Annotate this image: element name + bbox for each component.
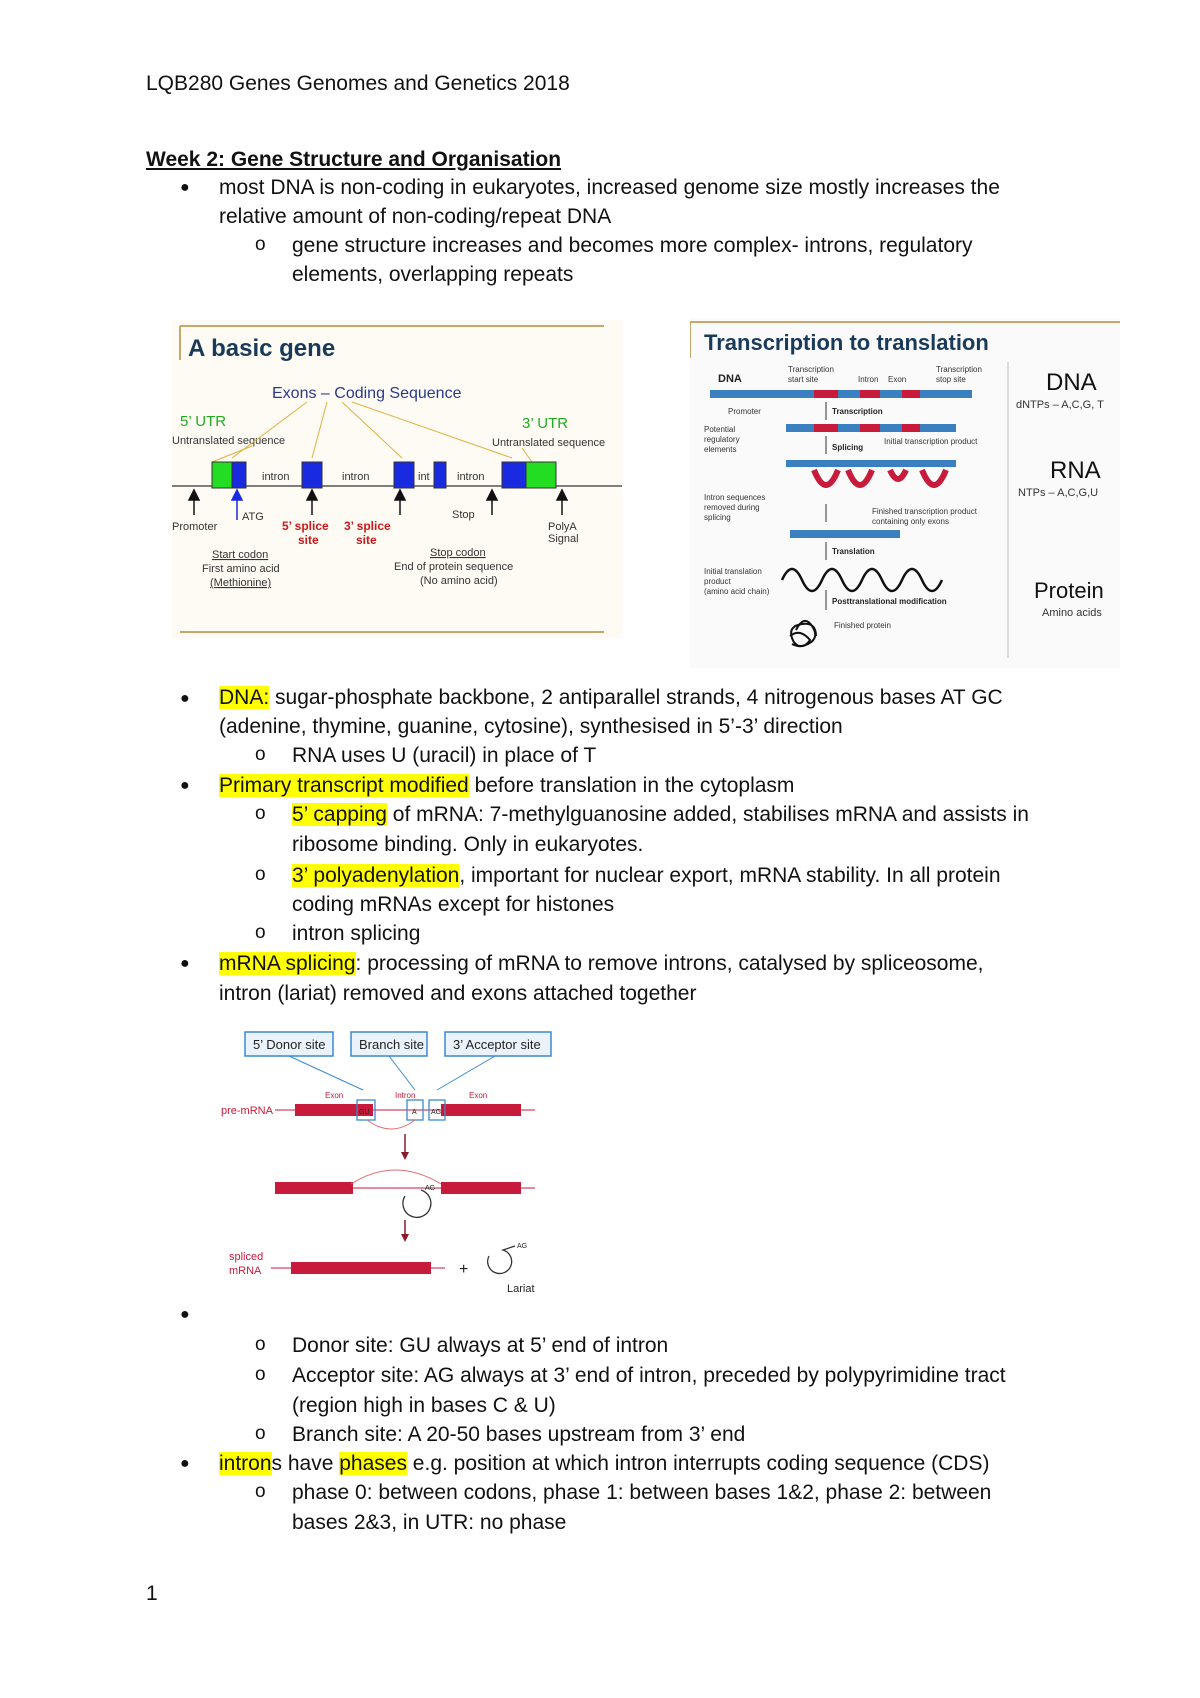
svg-text:stop site: stop site <box>936 375 966 384</box>
sub-bullet-icon: o <box>255 803 266 824</box>
svg-text:removed during: removed during <box>704 503 760 512</box>
svg-text:End of protein sequence: End of protein sequence <box>394 561 514 573</box>
sub-bullet-text: (region high in bases C & U) <box>292 1394 556 1417</box>
sub-bullet-icon: o <box>255 1364 266 1385</box>
svg-text:A: A <box>412 1109 417 1116</box>
bullet-icon: ● <box>180 690 190 707</box>
svg-text:start site: start site <box>788 375 819 384</box>
svg-text:AG: AG <box>425 1185 436 1192</box>
svg-text:Initial transcription product: Initial transcription product <box>884 437 978 446</box>
sub-bullet-text: gene structure increases and becomes more complex- introns, regulatory <box>292 234 973 257</box>
sub-bullet-text: 3’ polyadenylation, important for nuclear export, mRNA stability. In all protein <box>292 864 1001 887</box>
svg-text:5’ UTR: 5’ UTR <box>180 413 227 430</box>
svg-text:Intron: Intron <box>395 1091 416 1100</box>
svg-text:Signal: Signal <box>548 533 579 545</box>
svg-text:Lariat: Lariat <box>507 1283 535 1292</box>
bullet-icon: ● <box>180 1455 190 1472</box>
svg-text:Intron: Intron <box>858 375 879 384</box>
svg-text:DNA: DNA <box>718 373 742 385</box>
svg-text:Potential: Potential <box>704 425 736 434</box>
sub-bullet-text: ribosome binding. Only in eukaryotes. <box>292 833 644 856</box>
sub-bullet-icon: o <box>255 744 266 765</box>
sub-bullet-text: Donor site: GU always at 5’ end of intron <box>292 1334 669 1357</box>
svg-text:intron: intron <box>262 471 290 483</box>
svg-text:splicing: splicing <box>704 513 731 522</box>
svg-text:3’ UTR: 3’ UTR <box>522 415 569 432</box>
bullet-text: DNA: sugar-phosphate backbone, 2 antiparallel strands, 4 nitrogenous bases AT GC <box>219 686 1003 709</box>
bullet-text: most DNA is non-coding in eukaryotes, increased genome size mostly increases the <box>219 176 1000 199</box>
bullet-text: intron (lariat) removed and exons attached together <box>219 982 697 1005</box>
section-title: Week 2: Gene Structure and Organisation <box>146 148 562 171</box>
svg-text:5’ splice: 5’ splice <box>282 519 329 533</box>
svg-text:NTPs – A,C,G,U: NTPs – A,C,G,U <box>1018 487 1099 499</box>
transcription-translation-figure <box>690 318 1120 668</box>
svg-text:Exon: Exon <box>325 1091 344 1100</box>
sub-bullet-text: Acceptor site: AG always at 3’ end of intron, preceded by polypyrimidine tract <box>292 1364 1006 1387</box>
svg-text:Finished protein: Finished protein <box>834 621 891 630</box>
figure-title: A basic gene <box>188 335 336 362</box>
bullet-icon: ● <box>180 179 190 196</box>
svg-text:Transcription: Transcription <box>788 365 834 374</box>
sub-bullet-icon: o <box>255 1423 266 1444</box>
svg-text:intron: intron <box>342 471 370 483</box>
svg-text:Initial translation: Initial translation <box>704 567 762 576</box>
svg-text:Branch site: Branch site <box>359 1037 425 1052</box>
bullet-text: (adenine, thymine, guanine, cytosine), synthesised in 5’-3’ direction <box>219 715 843 738</box>
svg-text:product: product <box>704 577 731 586</box>
svg-text:AG: AG <box>517 1243 528 1250</box>
svg-text:pre-mRNA: pre-mRNA <box>221 1105 273 1117</box>
svg-text:(amino acid chain): (amino acid chain) <box>704 587 770 596</box>
svg-text:(No amino acid): (No amino acid) <box>420 575 498 587</box>
svg-text:Protein: Protein <box>1034 578 1104 603</box>
sub-bullet-icon: o <box>255 1334 266 1355</box>
sub-bullet-icon: o <box>255 922 266 943</box>
sub-bullet-text: bases 2&3, in UTR: no phase <box>292 1511 567 1534</box>
svg-text:Promoter: Promoter <box>172 521 218 533</box>
svg-text:5’ Donor site: 5’ Donor site <box>253 1037 326 1052</box>
svg-text:Intron sequences: Intron sequences <box>704 493 766 502</box>
svg-text:intron: intron <box>457 471 485 483</box>
svg-text:Promoter: Promoter <box>728 407 761 416</box>
svg-text:3’ splice: 3’ splice <box>344 519 391 533</box>
bullet-icon: ● <box>180 777 190 794</box>
svg-text:mRNA: mRNA <box>229 1265 262 1277</box>
bullet-icon: ● <box>180 955 190 972</box>
svg-text:+: + <box>459 1261 469 1278</box>
sub-bullet-icon: o <box>255 864 266 885</box>
document-header: LQB280 Genes Genomes and Genetics 2018 <box>146 72 570 95</box>
sub-bullet-text: RNA uses U (uracil) in place of T <box>292 744 597 767</box>
sub-bullet-text: coding mRNAs except for histones <box>292 893 615 916</box>
sub-bullet-icon: o <box>255 1481 266 1502</box>
sub-bullet-text: Branch site: A 20-50 bases upstream from 3’ end <box>292 1423 746 1446</box>
svg-text:dNTPs – A,C,G, T: dNTPs – A,C,G, T <box>1016 399 1104 411</box>
mrna-splicing-figure <box>215 1024 595 1292</box>
svg-text:spliced: spliced <box>229 1251 264 1263</box>
bullet-icon: ● <box>180 1306 190 1323</box>
svg-text:RNA: RNA <box>1050 457 1101 484</box>
page-number: 1 <box>146 1582 158 1605</box>
sub-bullet-text: elements, overlapping repeats <box>292 263 574 286</box>
bullet-text: Primary transcript modified before translation in the cytoplasm <box>219 774 795 797</box>
svg-text:(Methionine): (Methionine) <box>210 577 272 589</box>
svg-text:Splicing: Splicing <box>832 443 864 452</box>
sub-bullet-text: intron splicing <box>292 922 421 945</box>
bullet-text: mRNA splicing: processing of mRNA to remove introns, catalysed by spliceosome, <box>219 952 984 975</box>
figure-title: Transcription to translation <box>704 330 989 355</box>
svg-text:Exon: Exon <box>469 1091 488 1100</box>
bullet-text: introns have phases e.g. position at which intron interrupts coding sequence (CDS) <box>219 1452 990 1475</box>
sub-bullet-text: phase 0: between codons, phase 1: between bases 1&2, phase 2: between <box>292 1481 992 1504</box>
svg-text:Transcription: Transcription <box>832 407 883 416</box>
svg-text:PolyA: PolyA <box>548 521 577 533</box>
sub-bullet-text: 5’ capping of mRNA: 7-methylguanosine added, stabilises mRNA and assists in <box>292 803 1029 826</box>
svg-text:First amino acid: First amino acid <box>202 563 280 575</box>
sub-bullet-icon: o <box>255 234 266 255</box>
svg-text:site: site <box>356 533 377 547</box>
svg-text:Posttranslational modification: Posttranslational modification <box>832 597 947 606</box>
svg-text:Finished transcription product: Finished transcription product <box>872 507 977 516</box>
svg-text:Exon: Exon <box>888 375 907 384</box>
svg-text:Transcription: Transcription <box>936 365 982 374</box>
svg-text:Stop: Stop <box>452 509 475 521</box>
basic-gene-figure <box>172 320 622 638</box>
bullet-text: relative amount of non-coding/repeat DNA <box>219 205 612 228</box>
svg-text:Exons – Coding Sequence: Exons – Coding Sequence <box>272 385 462 402</box>
svg-text:Start codon: Start codon <box>212 549 269 561</box>
svg-text:Untranslated sequence: Untranslated sequence <box>492 437 606 449</box>
svg-text:Stop codon: Stop codon <box>430 547 486 559</box>
svg-text:Amino acids: Amino acids <box>1042 607 1102 619</box>
svg-text:Untranslated sequence: Untranslated sequence <box>172 435 286 447</box>
svg-text:ATG: ATG <box>242 511 264 523</box>
svg-text:GU: GU <box>359 1109 370 1116</box>
svg-text:regulatory: regulatory <box>704 435 740 444</box>
svg-text:Translation: Translation <box>832 547 875 556</box>
svg-text:site: site <box>298 533 319 547</box>
svg-text:containing only exons: containing only exons <box>872 517 949 526</box>
svg-text:elements: elements <box>704 445 737 454</box>
svg-text:AG: AG <box>431 1109 442 1116</box>
svg-text:3’ Acceptor site: 3’ Acceptor site <box>453 1037 541 1052</box>
svg-text:int: int <box>418 471 430 483</box>
svg-text:DNA: DNA <box>1046 369 1097 396</box>
